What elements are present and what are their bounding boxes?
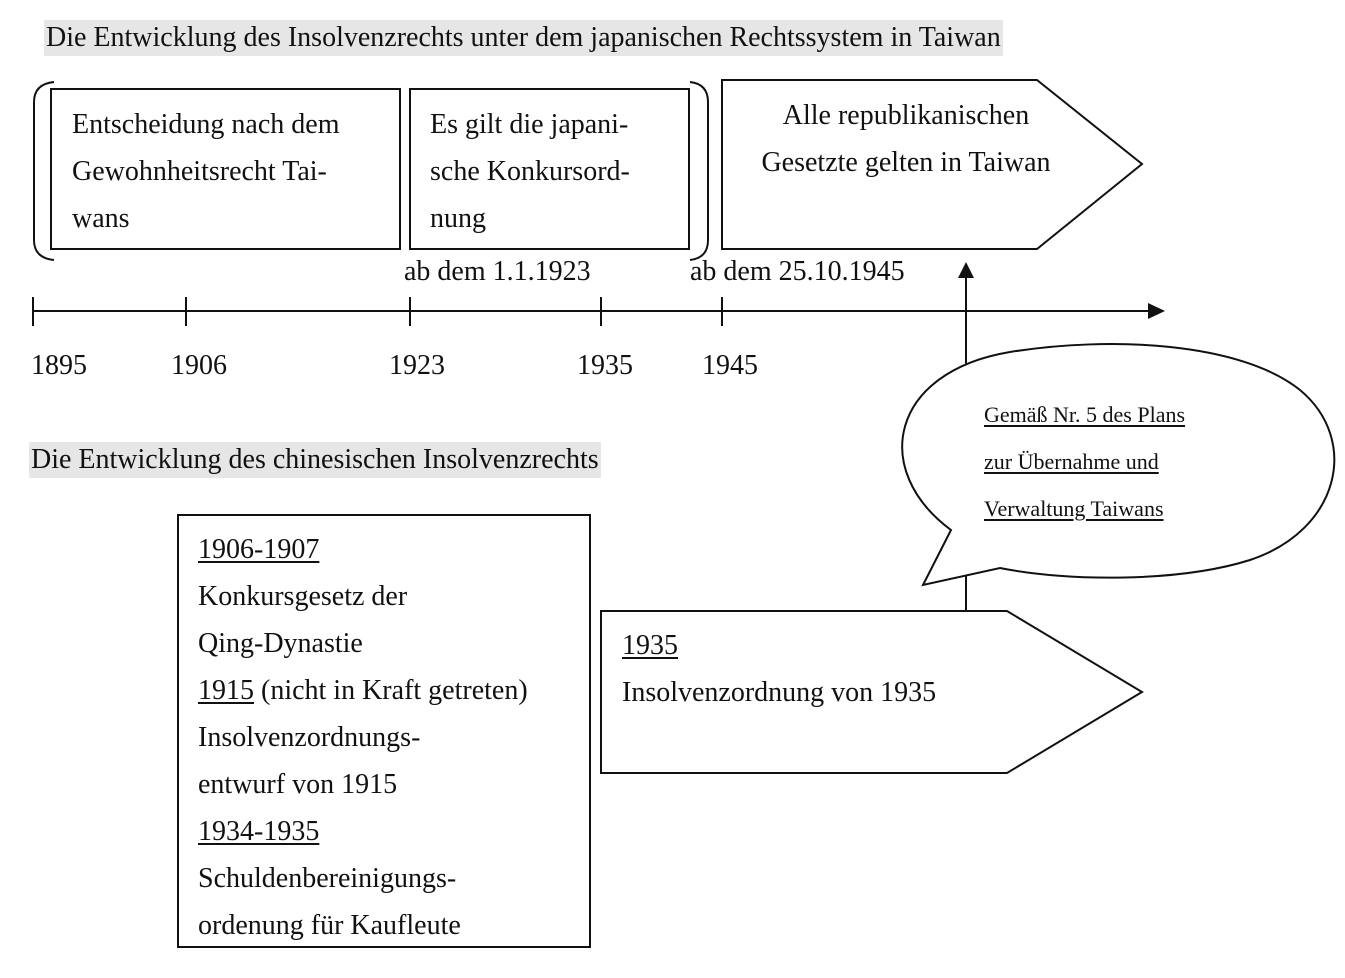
speech-bubble-text [984, 391, 1185, 532]
japanese-code-line: nung [430, 203, 486, 234]
history-line: ordenung für Kaufleute [198, 910, 461, 941]
ordinance-1935-text [622, 622, 936, 716]
republican-laws-line: Alle republikanischen [782, 100, 1030, 131]
japanese-code-line: Es gilt die japani- [430, 109, 629, 140]
speech-bubble-line: Gemäß Nr. 5 des Plans [984, 402, 1186, 427]
customary-law-line: wans [72, 203, 130, 234]
customary-law-text [72, 101, 339, 242]
speech-bubble-line: Verwaltung Taiwans [984, 496, 1164, 521]
date-label-1945: ab dem 25.10.1945 [690, 256, 905, 287]
tick-label-1945: 1945 [702, 350, 758, 381]
republican-laws-text [744, 92, 1068, 186]
customary-law-line: Gewohnheitsrecht Tai- [72, 156, 327, 187]
japanese-code-text [430, 101, 630, 242]
history-line: Qing-Dynastie [198, 628, 363, 659]
history-note-1915: (nicht in Kraft getreten) [254, 675, 528, 706]
japanese-code-line: sche Konkursord- [430, 156, 630, 187]
history-line: entwurf von 1915 [198, 769, 398, 800]
connector-arrowhead [958, 262, 974, 278]
history-entry-1915 [198, 667, 528, 714]
tick-label-1935: 1935 [577, 350, 633, 381]
chinese-history-text [198, 526, 528, 949]
bottom-heading: Die Entwicklung des chinesischen Insolvenzrechts [29, 442, 601, 478]
tick-label-1923: 1923 [389, 350, 445, 381]
history-year-1934: 1934-1935 [198, 816, 320, 847]
ordinance-year: 1935 [622, 630, 678, 661]
timeline-arrowhead [1148, 303, 1165, 319]
history-year-1915: 1915 [198, 675, 254, 706]
speech-bubble-line: zur Übernahme und [984, 449, 1159, 474]
tick-label-1906: 1906 [171, 350, 227, 381]
republican-laws-line: Gesetzte gelten in Taiwan [761, 147, 1051, 178]
history-line: Schuldenbereinigungs- [198, 863, 457, 894]
ordinance-title: Insolvenzordnung von 1935 [622, 677, 937, 708]
history-line: Konkursgesetz der [198, 581, 408, 612]
right-bracket [690, 82, 708, 260]
customary-law-line: Entscheidung nach dem [72, 109, 340, 140]
top-heading: Die Entwicklung des Insolvenzrechts unter dem japanischen Rechtssystem in Taiwan [44, 20, 1003, 56]
history-line: Insolvenzordnungs- [198, 722, 421, 753]
date-label-1923: ab dem 1.1.1923 [404, 256, 591, 287]
history-year-1906: 1906-1907 [198, 534, 320, 565]
tick-label-1895: 1895 [31, 350, 87, 381]
